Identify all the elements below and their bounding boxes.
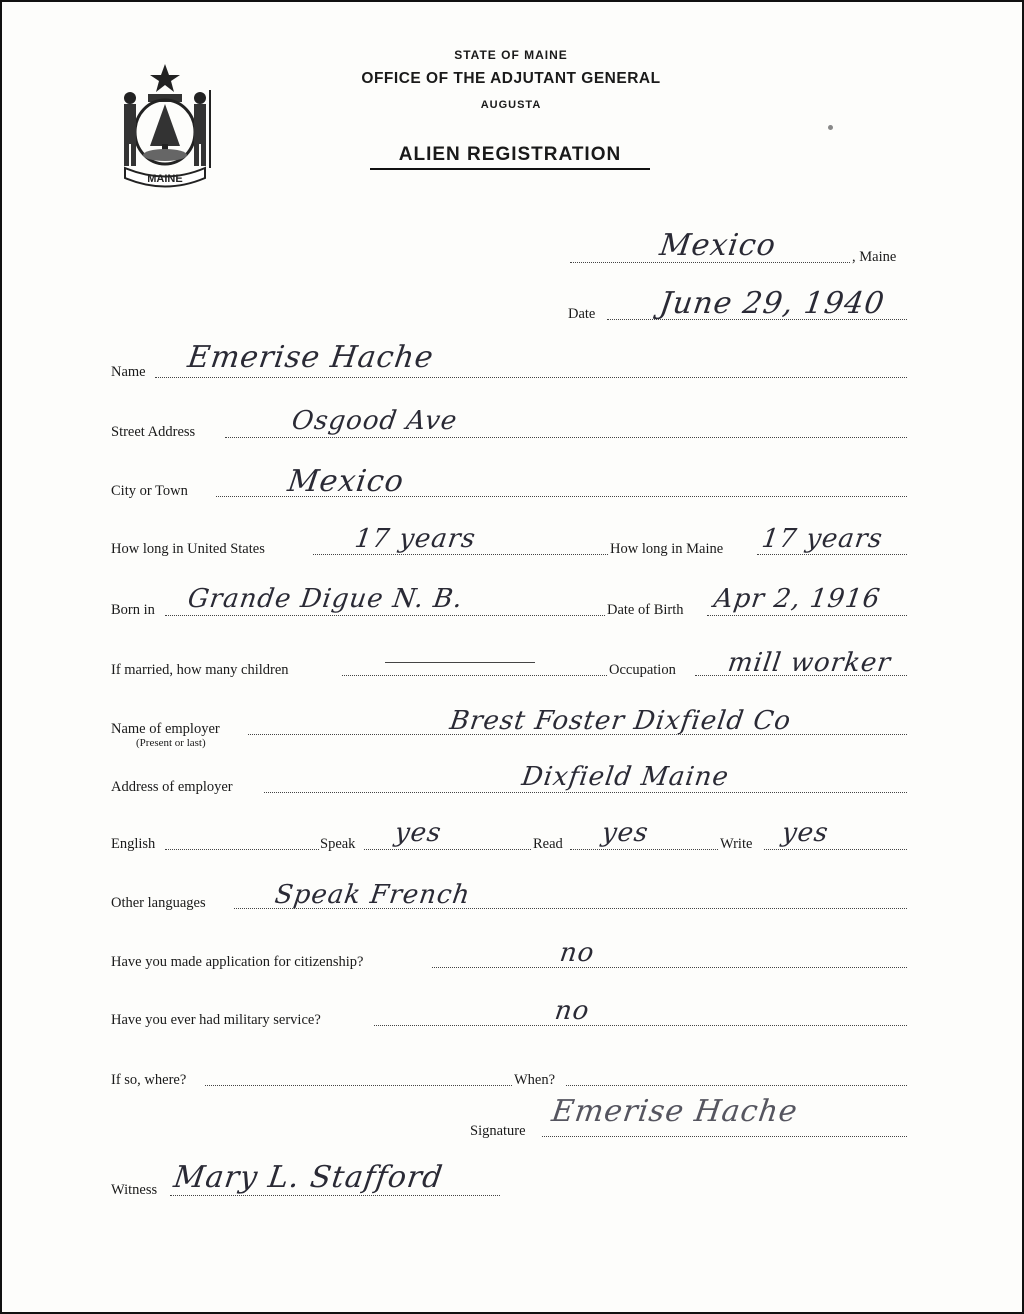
maine-value: 17 years bbox=[759, 524, 885, 554]
place-value: Mexico bbox=[657, 228, 779, 263]
date-label: Date bbox=[568, 306, 596, 322]
street-line bbox=[225, 437, 907, 438]
employer-address-label: Address of employer bbox=[111, 779, 233, 795]
speak-value: yes bbox=[392, 818, 444, 848]
children-line bbox=[342, 675, 607, 676]
witness-label: Witness bbox=[111, 1182, 158, 1198]
read-label: Read bbox=[533, 836, 563, 852]
when-label: When? bbox=[514, 1072, 556, 1088]
speck-mark bbox=[828, 125, 833, 130]
citizenship-label: Have you made application for citizenship? bbox=[111, 954, 364, 970]
signature-label: Signature bbox=[470, 1123, 526, 1139]
read-value: yes bbox=[599, 818, 651, 848]
witness-line bbox=[170, 1195, 500, 1196]
dob-label: Date of Birth bbox=[607, 602, 684, 618]
children-label: If married, how many children bbox=[111, 662, 289, 678]
us-value: 17 years bbox=[352, 524, 478, 554]
speak-line bbox=[364, 849, 531, 850]
form-title: ALIEN REGISTRATION bbox=[370, 144, 650, 170]
us-label: How long in United States bbox=[111, 541, 265, 557]
born-label: Born in bbox=[111, 602, 155, 618]
name-label: Name bbox=[111, 364, 146, 380]
maine-state-seal bbox=[110, 60, 220, 190]
occupation-label: Occupation bbox=[609, 662, 676, 678]
signature-line bbox=[542, 1136, 907, 1137]
place-suffix: , Maine bbox=[852, 249, 897, 265]
english-line bbox=[165, 849, 319, 850]
citizenship-value: no bbox=[557, 938, 597, 968]
city-value: Mexico bbox=[285, 464, 407, 499]
name-line bbox=[155, 377, 907, 378]
speak-label: Speak bbox=[320, 836, 356, 852]
military-value: no bbox=[552, 996, 592, 1026]
city-label: City or Town bbox=[111, 483, 188, 499]
signature-value: Emerise Hache bbox=[549, 1094, 801, 1129]
write-label: Write bbox=[720, 836, 753, 852]
employer-address-value: Dixfield Maine bbox=[519, 762, 732, 792]
witness-value: Mary L. Stafford bbox=[171, 1160, 446, 1195]
us-line bbox=[313, 554, 608, 555]
dob-line bbox=[707, 615, 907, 616]
date-value: June 29, 1940 bbox=[657, 286, 888, 321]
street-label: Street Address bbox=[111, 424, 196, 440]
maine-label: How long in Maine bbox=[610, 541, 724, 557]
english-label: English bbox=[111, 836, 156, 852]
military-label: Have you ever had military service? bbox=[111, 1012, 321, 1028]
header-city: AUGUSTA bbox=[480, 99, 542, 111]
header-office: OFFICE OF THE ADJUTANT GENERAL bbox=[361, 70, 661, 87]
name-value: Emerise Hache bbox=[185, 340, 437, 375]
employer-address-line bbox=[264, 792, 907, 793]
employer-sublabel: (Present or last) bbox=[136, 737, 206, 749]
other-languages-label: Other languages bbox=[111, 895, 206, 911]
svg-text:MAINE: MAINE bbox=[147, 173, 183, 185]
military-line bbox=[374, 1025, 907, 1026]
born-line bbox=[165, 615, 605, 616]
read-line bbox=[570, 849, 718, 850]
citizenship-line bbox=[432, 967, 907, 968]
where-label: If so, where? bbox=[111, 1072, 187, 1088]
header-state: STATE OF MAINE bbox=[454, 48, 568, 62]
street-value: Osgood Ave bbox=[289, 406, 460, 436]
dob-value: Apr 2, 1916 bbox=[711, 584, 883, 614]
children-dash bbox=[385, 662, 535, 663]
write-line bbox=[764, 849, 907, 850]
maine-line bbox=[757, 554, 907, 555]
where-line bbox=[205, 1085, 512, 1086]
write-value: yes bbox=[779, 818, 831, 848]
occupation-value: mill worker bbox=[725, 648, 893, 678]
when-line bbox=[566, 1085, 907, 1086]
born-value: Grande Digue N. B. bbox=[185, 584, 466, 614]
other-languages-value: Speak French bbox=[272, 880, 473, 910]
employer-label: Name of employer bbox=[111, 721, 220, 737]
employer-value: Brest Foster Dixfield Co bbox=[447, 706, 794, 736]
